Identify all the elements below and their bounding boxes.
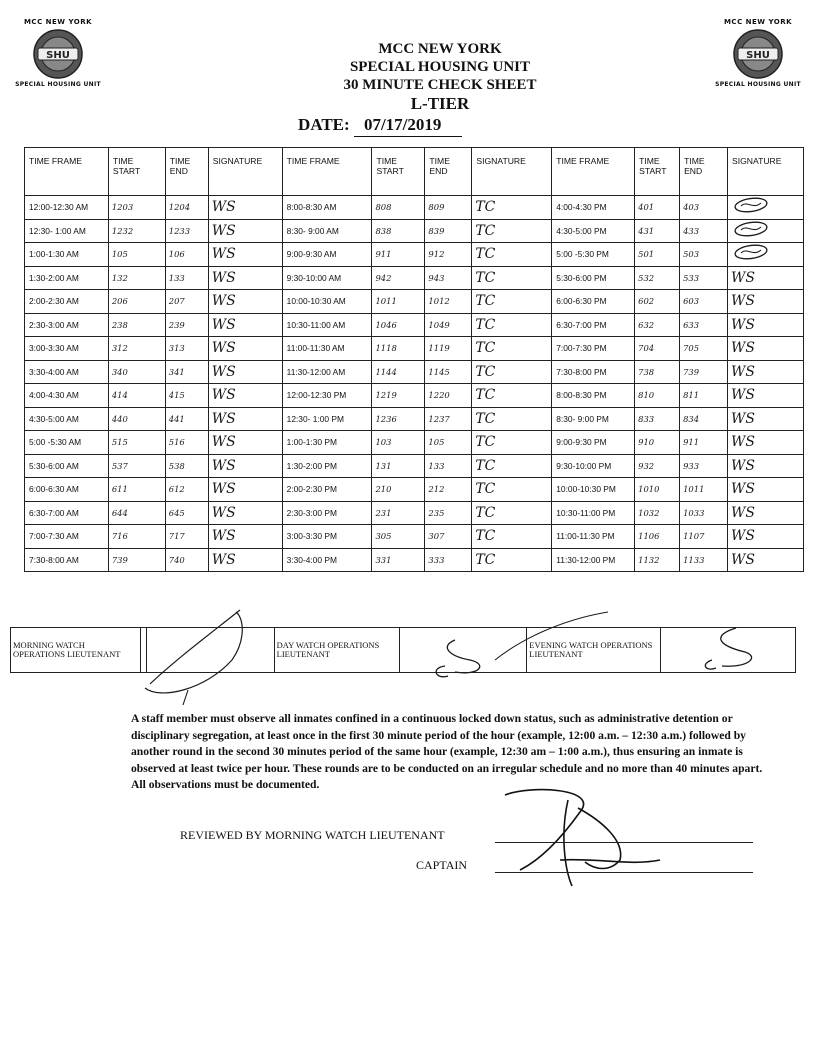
time-frame-cell: 4:30-5:00 AM <box>25 407 109 431</box>
seal-top-text: MCC NEW YORK <box>723 18 793 26</box>
time-start-cell: 1219 <box>372 384 425 408</box>
time-start-cell: 942 <box>372 266 425 290</box>
signature-cell: TC <box>472 525 552 549</box>
time-start-cell: 932 <box>635 454 680 478</box>
time-end-cell: 1204 <box>165 196 208 220</box>
time-start-cell: 833 <box>635 407 680 431</box>
time-frame-cell: 2:30-3:00 AM <box>25 313 109 337</box>
column-header: TIME FRAME <box>25 148 109 196</box>
signature-cell: TC <box>472 290 552 314</box>
time-end-cell: 633 <box>680 313 728 337</box>
time-end-cell: 441 <box>165 407 208 431</box>
time-start-cell: 501 <box>635 243 680 267</box>
time-start-cell: 1232 <box>108 219 165 243</box>
time-frame-cell: 4:00-4:30 AM <box>25 384 109 408</box>
time-end-cell: 933 <box>680 454 728 478</box>
signature-cell: WS <box>208 290 282 314</box>
time-end-cell: 912 <box>425 243 472 267</box>
time-frame-cell: 8:00-8:30 PM <box>552 384 635 408</box>
time-frame-cell: 7:30-8:00 AM <box>25 548 109 572</box>
time-start-cell: 340 <box>108 360 165 384</box>
time-end-cell: 839 <box>425 219 472 243</box>
signature-cell: WS <box>208 360 282 384</box>
date-value: 07/17/2019 <box>354 114 462 137</box>
time-start-cell: 305 <box>372 525 425 549</box>
time-frame-cell: 10:00-10:30 PM <box>552 478 635 502</box>
time-start-cell: 331 <box>372 548 425 572</box>
column-header: TIME END <box>165 148 208 196</box>
time-end-cell: 239 <box>165 313 208 337</box>
time-end-cell: 235 <box>425 501 472 525</box>
day-watch-signature <box>399 628 527 673</box>
time-frame-cell: 2:30-3:00 PM <box>282 501 372 525</box>
time-end-cell: 911 <box>680 431 728 455</box>
time-end-cell: 415 <box>165 384 208 408</box>
evening-watch-label: EVENING WATCH OPERATIONS LIEUTENANT <box>527 628 661 673</box>
signature-cell: WS <box>208 219 282 243</box>
morning-watch-signature <box>146 628 274 673</box>
table-body <box>25 196 804 572</box>
time-frame-cell: 5:30-6:00 PM <box>552 266 635 290</box>
signature-cell: WS <box>208 407 282 431</box>
time-start-cell: 810 <box>635 384 680 408</box>
time-start-cell: 808 <box>372 196 425 220</box>
column-header: TIME START <box>372 148 425 196</box>
time-start-cell: 131 <box>372 454 425 478</box>
table-row <box>25 290 804 314</box>
signature-cell: TC <box>472 337 552 361</box>
time-frame-cell: 1:30-2:00 PM <box>282 454 372 478</box>
time-end-cell: 207 <box>165 290 208 314</box>
time-start-cell: 440 <box>108 407 165 431</box>
time-end-cell: 516 <box>165 431 208 455</box>
time-start-cell: 716 <box>108 525 165 549</box>
table-row <box>25 266 804 290</box>
time-end-cell: 740 <box>165 548 208 572</box>
time-start-cell: 739 <box>108 548 165 572</box>
time-end-cell: 538 <box>165 454 208 478</box>
time-frame-cell: 8:00-8:30 AM <box>282 196 372 220</box>
time-start-cell: 632 <box>635 313 680 337</box>
signature-cell: WS <box>208 337 282 361</box>
time-start-cell: 704 <box>635 337 680 361</box>
time-end-cell: 1119 <box>425 337 472 361</box>
time-frame-cell: 2:00-2:30 PM <box>282 478 372 502</box>
column-header: TIME END <box>425 148 472 196</box>
signature-cell: TC <box>472 243 552 267</box>
time-frame-cell: 9:30-10:00 PM <box>552 454 635 478</box>
time-start-cell: 231 <box>372 501 425 525</box>
time-end-cell: 105 <box>425 431 472 455</box>
time-frame-cell: 8:30- 9:00 AM <box>282 219 372 243</box>
time-frame-cell: 10:30-11:00 PM <box>552 501 635 525</box>
table-row <box>25 501 804 525</box>
time-start-cell: 1046 <box>372 313 425 337</box>
column-header: TIME START <box>108 148 165 196</box>
time-frame-cell: 10:30-11:00 AM <box>282 313 372 337</box>
tier-label: L-TIER <box>410 94 470 113</box>
signature-cell: WS <box>208 525 282 549</box>
shu-seal-left <box>6 18 110 88</box>
time-frame-cell: 9:30-10:00 AM <box>282 266 372 290</box>
time-start-cell: 537 <box>108 454 165 478</box>
signature-cell: WS <box>728 454 804 478</box>
circled-initials-icon <box>731 243 773 261</box>
time-end-cell: 1220 <box>425 384 472 408</box>
signature-cell: TC <box>472 478 552 502</box>
time-start-cell: 1236 <box>372 407 425 431</box>
seal-emblem-icon <box>32 28 84 80</box>
time-end-cell: 834 <box>680 407 728 431</box>
time-frame-cell: 11:30-12:00 PM <box>552 548 635 572</box>
time-start-cell: 1032 <box>635 501 680 525</box>
time-frame-cell: 7:00-7:30 AM <box>25 525 109 549</box>
table-row <box>25 478 804 502</box>
time-start-cell: 238 <box>108 313 165 337</box>
signature-cell: WS <box>208 384 282 408</box>
signature-cell: WS <box>728 313 804 337</box>
time-end-cell: 645 <box>165 501 208 525</box>
time-end-cell: 333 <box>425 548 472 572</box>
column-header: SIGNATURE <box>208 148 282 196</box>
sheet-header <box>200 40 680 137</box>
evening-watch-signature <box>661 628 796 673</box>
column-header: TIME FRAME <box>552 148 635 196</box>
time-start-cell: 910 <box>635 431 680 455</box>
signature-cell: WS <box>208 243 282 267</box>
time-start-cell: 132 <box>108 266 165 290</box>
signature-cell <box>728 219 804 243</box>
seal-badge-text: SHU <box>46 50 70 61</box>
signature-cell: TC <box>472 431 552 455</box>
time-start-cell: 401 <box>635 196 680 220</box>
seal-top-text: MCC NEW YORK <box>23 18 93 26</box>
table-row <box>25 196 804 220</box>
time-frame-cell: 2:00-2:30 AM <box>25 290 109 314</box>
check-sheet-table <box>24 147 804 572</box>
signature-cell: WS <box>728 360 804 384</box>
time-frame-cell: 3:30-4:00 PM <box>282 548 372 572</box>
column-header: TIME END <box>680 148 728 196</box>
time-frame-cell: 4:30-5:00 PM <box>552 219 635 243</box>
time-end-cell: 133 <box>165 266 208 290</box>
time-frame-cell: 11:30-12:00 AM <box>282 360 372 384</box>
time-start-cell: 210 <box>372 478 425 502</box>
table-row <box>25 337 804 361</box>
table-row <box>25 431 804 455</box>
table-row <box>25 384 804 408</box>
time-start-cell: 738 <box>635 360 680 384</box>
time-end-cell: 1033 <box>680 501 728 525</box>
time-end-cell: 533 <box>680 266 728 290</box>
time-start-cell: 103 <box>372 431 425 455</box>
time-frame-cell: 9:00-9:30 AM <box>282 243 372 267</box>
time-end-cell: 503 <box>680 243 728 267</box>
time-end-cell: 307 <box>425 525 472 549</box>
signature-cell <box>728 196 804 220</box>
time-start-cell: 1010 <box>635 478 680 502</box>
time-end-cell: 1012 <box>425 290 472 314</box>
captain-label: CAPTAIN <box>416 858 468 872</box>
table-row <box>25 360 804 384</box>
signature-cell: WS <box>728 384 804 408</box>
signature-cell: WS <box>208 478 282 502</box>
time-end-cell: 811 <box>680 384 728 408</box>
signature-cell: WS <box>208 266 282 290</box>
unit-name: SPECIAL HOUSING UNIT <box>349 59 531 75</box>
reviewed-by-label: REVIEWED BY MORNING WATCH LIEUTENANT <box>180 828 445 842</box>
time-end-cell: 1133 <box>680 548 728 572</box>
time-end-cell: 133 <box>425 454 472 478</box>
time-frame-cell: 12:00-12:30 AM <box>25 196 109 220</box>
time-end-cell: 612 <box>165 478 208 502</box>
captain-signature-line <box>495 872 753 873</box>
column-header: TIME START <box>635 148 680 196</box>
signature-cell: WS <box>208 548 282 572</box>
watch-lieutenant-table <box>10 627 796 673</box>
time-frame-cell: 6:00-6:30 PM <box>552 290 635 314</box>
time-end-cell: 1145 <box>425 360 472 384</box>
signature-cell: WS <box>208 313 282 337</box>
time-frame-cell: 7:30-8:00 PM <box>552 360 635 384</box>
time-end-cell: 212 <box>425 478 472 502</box>
time-start-cell: 414 <box>108 384 165 408</box>
time-frame-cell: 4:00-4:30 PM <box>552 196 635 220</box>
time-frame-cell: 12:00-12:30 PM <box>282 384 372 408</box>
time-start-cell: 1011 <box>372 290 425 314</box>
table-row <box>25 548 804 572</box>
signature-cell: TC <box>472 407 552 431</box>
time-end-cell: 1237 <box>425 407 472 431</box>
time-start-cell: 911 <box>372 243 425 267</box>
table-row <box>25 313 804 337</box>
time-frame-cell: 1:00-1:30 AM <box>25 243 109 267</box>
time-start-cell: 1132 <box>635 548 680 572</box>
signature-cell: WS <box>728 548 804 572</box>
signature-cell: WS <box>728 478 804 502</box>
time-start-cell: 1203 <box>108 196 165 220</box>
time-start-cell: 1106 <box>635 525 680 549</box>
seal-bottom-text: SPECIAL HOUSING UNIT <box>15 81 101 88</box>
time-end-cell: 433 <box>680 219 728 243</box>
table-row <box>25 454 804 478</box>
signature-cell: WS <box>728 431 804 455</box>
time-end-cell: 106 <box>165 243 208 267</box>
time-start-cell: 644 <box>108 501 165 525</box>
signature-cell: TC <box>472 384 552 408</box>
time-frame-cell: 6:30-7:00 AM <box>25 501 109 525</box>
date-label: DATE: <box>298 115 350 134</box>
table-row <box>25 243 804 267</box>
date-row <box>80 114 680 137</box>
time-start-cell: 532 <box>635 266 680 290</box>
signature-cell: WS <box>728 266 804 290</box>
column-header: SIGNATURE <box>472 148 552 196</box>
time-frame-cell: 6:30-7:00 PM <box>552 313 635 337</box>
time-frame-cell: 3:00-3:30 AM <box>25 337 109 361</box>
time-frame-cell: 7:00-7:30 PM <box>552 337 635 361</box>
time-start-cell: 611 <box>108 478 165 502</box>
morning-watch-label: MORNING WATCH OPERATIONS LIEUTENANT <box>11 628 141 673</box>
time-start-cell: 312 <box>108 337 165 361</box>
signature-cell: WS <box>728 337 804 361</box>
seal-emblem-icon <box>732 28 784 80</box>
circled-initials-icon <box>731 220 773 238</box>
time-start-cell: 515 <box>108 431 165 455</box>
time-end-cell: 705 <box>680 337 728 361</box>
time-frame-cell: 6:00-6:30 AM <box>25 478 109 502</box>
circled-initials-icon <box>731 196 773 214</box>
signature-cell: TC <box>472 454 552 478</box>
day-watch-label: DAY WATCH OPERATIONS LIEUTENANT <box>274 628 399 673</box>
time-start-cell: 206 <box>108 290 165 314</box>
signature-cell: TC <box>472 266 552 290</box>
signature-cell: TC <box>472 548 552 572</box>
signature-cell <box>728 243 804 267</box>
time-end-cell: 809 <box>425 196 472 220</box>
time-end-cell: 341 <box>165 360 208 384</box>
time-start-cell: 838 <box>372 219 425 243</box>
signature-cell: TC <box>472 501 552 525</box>
time-frame-cell: 1:30-2:00 AM <box>25 266 109 290</box>
time-frame-cell: 3:30-4:00 AM <box>25 360 109 384</box>
signature-cell: WS <box>728 501 804 525</box>
time-end-cell: 603 <box>680 290 728 314</box>
time-frame-cell: 8:30- 9:00 PM <box>552 407 635 431</box>
table-header-row <box>25 148 804 196</box>
time-frame-cell: 5:00 -5:30 AM <box>25 431 109 455</box>
time-frame-cell: 12:30- 1:00 PM <box>282 407 372 431</box>
signature-cell: TC <box>472 360 552 384</box>
time-frame-cell: 11:00-11:30 AM <box>282 337 372 361</box>
table-row <box>25 525 804 549</box>
time-end-cell: 1011 <box>680 478 728 502</box>
time-start-cell: 602 <box>635 290 680 314</box>
signature-cell: WS <box>208 454 282 478</box>
time-frame-cell: 1:00-1:30 PM <box>282 431 372 455</box>
signature-cell: WS <box>208 501 282 525</box>
time-end-cell: 1107 <box>680 525 728 549</box>
table-row <box>25 407 804 431</box>
shu-seal-right <box>706 18 810 88</box>
time-start-cell: 105 <box>108 243 165 267</box>
policy-note: A staff member must observe all inmates confined in a continuous locked down status, such as administrative detention or disciplinary segregation, at least once in the first 30 minute period of the hour (example, 12:00 a.m. – 12:30 a.m.) followed by another round in the second 30 minutes period of the same hour (example, 12:30 am – 1:00 a.m.), thus ensuring an inmate is observed at least twice per hour. These rounds are to be conducted on an irregular schedule and no more than 40 minutes apart. All observations must be documented. <box>131 712 763 791</box>
time-end-cell: 403 <box>680 196 728 220</box>
time-end-cell: 1233 <box>165 219 208 243</box>
time-end-cell: 739 <box>680 360 728 384</box>
time-end-cell: 943 <box>425 266 472 290</box>
time-frame-cell: 3:00-3:30 PM <box>282 525 372 549</box>
time-frame-cell: 12:30- 1:00 AM <box>25 219 109 243</box>
time-frame-cell: 9:00-9:30 PM <box>552 431 635 455</box>
time-frame-cell: 10:00-10:30 AM <box>282 290 372 314</box>
time-end-cell: 313 <box>165 337 208 361</box>
time-start-cell: 1118 <box>372 337 425 361</box>
signature-cell: TC <box>472 219 552 243</box>
time-end-cell: 1049 <box>425 313 472 337</box>
time-frame-cell: 5:00 -5:30 PM <box>552 243 635 267</box>
time-end-cell: 717 <box>165 525 208 549</box>
seal-bottom-text: SPECIAL HOUSING UNIT <box>715 81 801 88</box>
signature-cell: TC <box>472 196 552 220</box>
signature-cell: WS <box>208 196 282 220</box>
sheet-title: 30 MINUTE CHECK SHEET <box>343 77 537 93</box>
facility-name: MCC NEW YORK <box>378 41 502 57</box>
time-start-cell: 431 <box>635 219 680 243</box>
signature-cell: WS <box>728 407 804 431</box>
time-start-cell: 1144 <box>372 360 425 384</box>
seal-badge-text: SHU <box>746 50 770 61</box>
time-frame-cell: 11:00-11:30 PM <box>552 525 635 549</box>
column-header: TIME FRAME <box>282 148 372 196</box>
signature-cell: WS <box>728 290 804 314</box>
signature-cell: WS <box>728 525 804 549</box>
time-frame-cell: 5:30-6:00 AM <box>25 454 109 478</box>
reviewer-signature-line <box>495 842 753 843</box>
signature-cell: WS <box>208 431 282 455</box>
table-row <box>25 219 804 243</box>
column-header: SIGNATURE <box>728 148 804 196</box>
signature-cell: TC <box>472 313 552 337</box>
